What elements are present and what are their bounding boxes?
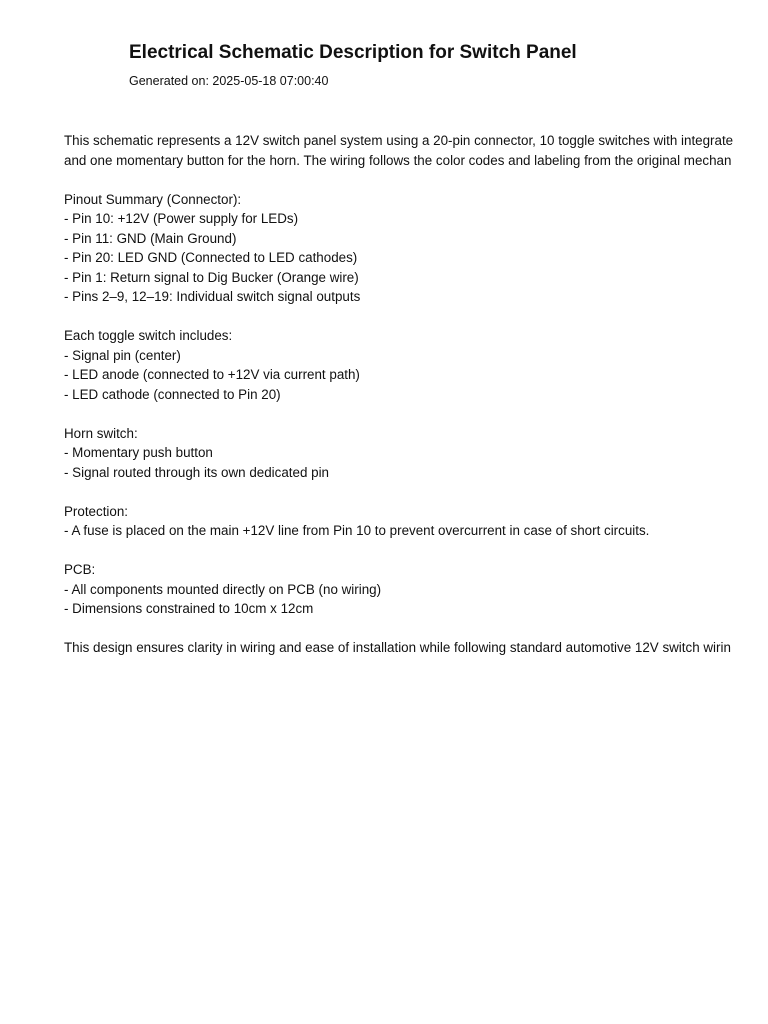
document-title: Electrical Schematic Description for Switch Panel [129,42,577,63]
toggle-item: - LED anode (connected to +12V via current path) [64,367,360,382]
spacer [64,482,768,502]
protection-item: - A fuse is placed on the main +12V line from Pin 10 to prevent overcurrent in case of short circuits. [64,523,650,538]
pinout-item: - Pins 2–9, 12–19: Individual switch signal outputs [64,289,361,304]
toggle-item: - LED cathode (connected to Pin 20) [64,386,281,402]
spacer [64,404,768,424]
pinout-item: - Pin 10: +12V (Power supply for LEDs) [64,211,299,226]
intro-line-2: and one momentary button for the horn. The wiring follows the color codes and labeling from the original mechan [64,152,732,168]
toggle-heading: Each toggle switch includes: [64,328,233,343]
horn-heading: Horn switch: [64,425,138,441]
spacer [64,619,768,639]
closing-line: This design ensures clarity in wiring and ease of installation while following standard automotive 12V switch wirin [64,640,731,655]
spacer [64,541,768,561]
pcb-heading: PCB: [64,562,96,577]
protection-heading: Protection: [64,503,129,519]
spacer [64,307,768,327]
pinout-item: - Pin 20: LED GND (Connected to LED cathodes) [64,250,358,265]
pcb-item: - Dimensions constrained to 10cm x 12cm [64,601,314,616]
pinout-heading: Pinout Summary (Connector): [64,191,242,207]
horn-item: - Signal routed through its own dedicated pin [64,464,330,480]
document-body [64,131,768,658]
spacer [64,170,768,190]
pinout-item: - Pin 1: Return signal to Dig Bucker (Orange wire) [64,269,359,285]
toggle-item: - Signal pin (center) [64,347,181,363]
pinout-item: - Pin 11: GND (Main Ground) [64,230,237,246]
horn-item: - Momentary push button [64,445,213,460]
generated-timestamp: Generated on: 2025-05-18 07:00:40 [129,74,329,88]
pcb-item: - All components mounted directly on PCB (no wiring) [64,581,382,597]
intro-line-1: This schematic represents a 12V switch panel system using a 20-pin connector, 10 toggle switches with integrate [64,133,734,148]
